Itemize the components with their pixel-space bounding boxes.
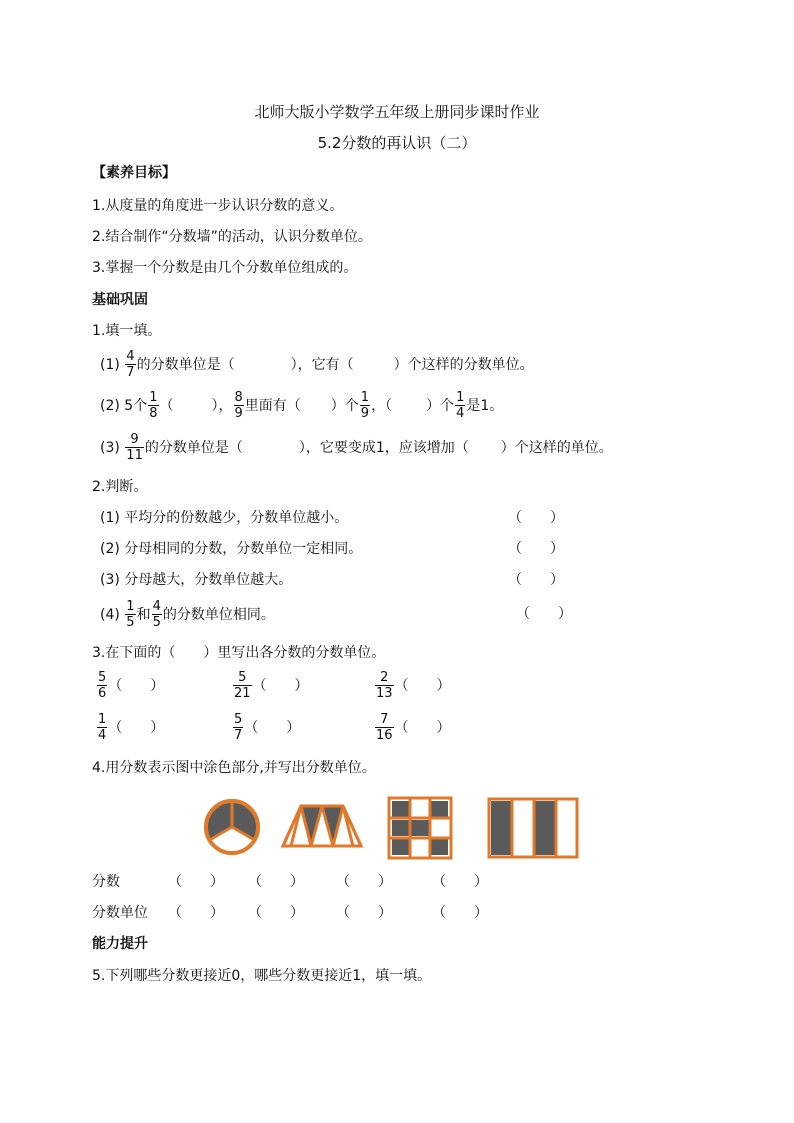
row-label-fraction: 分数 bbox=[92, 874, 120, 890]
judge-answer-paren[interactable]: （ ） bbox=[508, 541, 564, 557]
judge-statement: (3) 分母越大，分数单位越大。 bbox=[100, 572, 293, 588]
basic-heading: 基础巩固 bbox=[92, 292, 148, 308]
q5-title: 5.下列哪些分数更接近0，哪些分数更接近1，填一填。 bbox=[92, 968, 432, 984]
q3-item: $\frac{5}{7}$ （ ） bbox=[234, 712, 301, 743]
judge-answer-paren[interactable]: （ ） bbox=[508, 572, 564, 588]
answer-paren[interactable]: （ ） bbox=[248, 874, 304, 890]
judge-statement-4: (4) $\frac{1}{5}$ 和 $\frac{4}{5}$ 的分数单位相同。 bbox=[100, 599, 275, 630]
goal-item: 2.结合制作“分数墙”的活动，认识分数单位。 bbox=[92, 229, 372, 245]
judge-answer-paren[interactable]: （ ） bbox=[508, 510, 564, 526]
answer-paren[interactable]: （ ） bbox=[252, 677, 309, 694]
answer-paren[interactable]: （ ） bbox=[248, 905, 304, 921]
answer-paren[interactable]: （ ） bbox=[336, 905, 392, 921]
fraction: $\frac{4}{7}$ bbox=[126, 349, 135, 380]
answer-paren[interactable]: （ ） bbox=[394, 719, 451, 736]
pie-figure-icon bbox=[202, 797, 262, 857]
page-subtitle: 5.2分数的再认识（二） bbox=[317, 134, 477, 152]
fraction: $\frac{1}{9}$ bbox=[360, 390, 370, 421]
fraction: $\frac{1}{8}$ bbox=[149, 390, 158, 421]
answer-paren[interactable]: （ ） bbox=[108, 677, 165, 694]
answer-paren[interactable]: （ ） bbox=[432, 905, 488, 921]
answer-paren[interactable]: （ ） bbox=[394, 677, 451, 694]
q3-item: $\frac{5}{21}$ （ ） bbox=[234, 670, 309, 701]
grid-figure-icon bbox=[387, 796, 453, 860]
fraction: $\frac{9}{11}$ bbox=[126, 432, 143, 463]
q1-line-2: (2) 5个 $\frac{1}{8}$ （ ）， $\frac{8}{9}$ 里面有（ ）个 $\frac{1}{9}$ ，（ ）个 $\frac{1}{4}$ 是1。 bbox=[100, 390, 504, 421]
q1-line-1: (1) $\frac{4}{7}$ 的分数单位是（ ），它有（ ）个这样的分数单位。 bbox=[100, 349, 534, 380]
fraction: $\frac{4}{5}$ bbox=[152, 599, 161, 630]
q4-title: 4.用分数表示图中涂色部分,并写出分数单位。 bbox=[92, 760, 376, 776]
answer-paren[interactable]: （ ） bbox=[432, 874, 488, 890]
answer-paren[interactable]: （ ） bbox=[244, 719, 301, 736]
goal-item: 3.掌握一个分数是由几个分数单位组成的。 bbox=[92, 260, 358, 276]
rectangle-figure-icon bbox=[487, 797, 579, 859]
q1-line-3: (3) $\frac{9}{11}$ 的分数单位是（ ），它要变成1，应该增加（ ）个这样的单位。 bbox=[100, 432, 613, 463]
fraction: $\frac{8}{9}$ bbox=[234, 390, 243, 421]
answer-paren[interactable]: （ ） bbox=[336, 874, 392, 890]
q3-item: $\frac{1}{4}$ （ ） bbox=[98, 712, 165, 743]
q1-title: 1.填一填。 bbox=[92, 323, 162, 339]
q3-item: $\frac{5}{6}$ （ ） bbox=[98, 670, 165, 701]
q3-item: $\frac{2}{13}$ （ ） bbox=[376, 670, 451, 701]
judge-statement: (2) 分母相同的分数，分数单位一定相同。 bbox=[100, 541, 363, 557]
fraction: $\frac{1}{4}$ bbox=[456, 390, 465, 421]
answer-paren[interactable]: （ ） bbox=[108, 719, 165, 736]
answer-paren[interactable]: （ ） bbox=[168, 905, 224, 921]
goals-heading: 【素养目标】 bbox=[92, 165, 176, 181]
q3-title: 3.在下面的（ ）里写出各分数的分数单位。 bbox=[92, 645, 386, 661]
q2-title: 2.判断。 bbox=[92, 479, 148, 495]
judge-answer-paren[interactable]: （ ） bbox=[516, 606, 572, 622]
advanced-heading: 能力提升 bbox=[92, 936, 148, 952]
goal-item: 1.从度量的角度进一步认识分数的意义。 bbox=[92, 198, 344, 214]
answer-paren[interactable]: （ ） bbox=[168, 874, 224, 890]
judge-statement: (1) 平均分的份数越少，分数单位越小。 bbox=[100, 510, 349, 526]
row-label-unit: 分数单位 bbox=[92, 905, 148, 921]
q3-item: $\frac{7}{16}$ （ ） bbox=[376, 712, 451, 743]
trapezoid-figure-icon bbox=[279, 802, 365, 850]
fraction: $\frac{1}{5}$ bbox=[126, 599, 135, 630]
page-title: 北师大版小学数学五年级上册同步课时作业 bbox=[254, 103, 540, 121]
